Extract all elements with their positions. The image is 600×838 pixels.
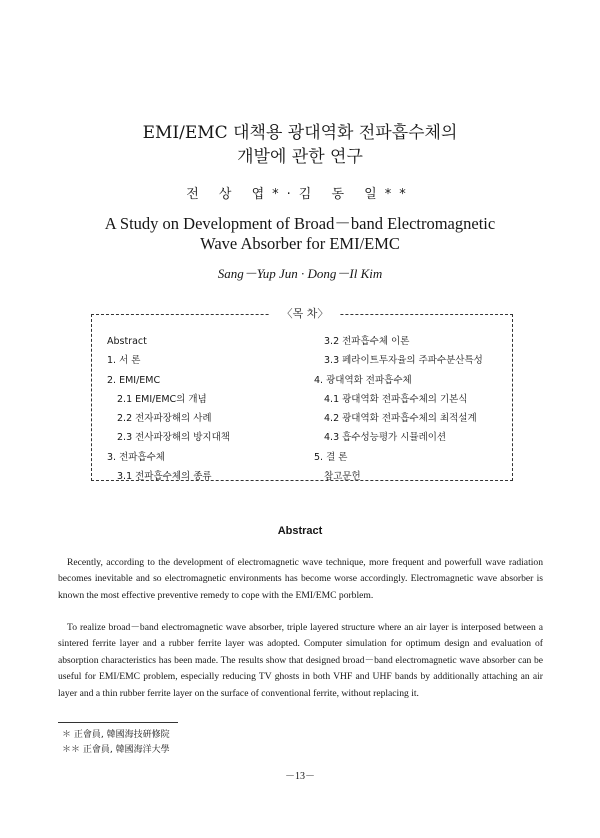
abstract-paragraph-1: Recently, according to the development of electromagnetic wave technique, more frequent and powerfull wave radiation becomes inevitable and so electromagnetic environments has become worse accordingly. Electromagnetic wave absorber is known the most effective preventive remedy to cope with the EMI/EMC porblem. (58, 557, 543, 601)
toc-item: 4. 광대역화 전파흡수체 (314, 374, 412, 386)
toc-item: 참고문헌 (324, 471, 361, 483)
toc-item: 2. EMI/EMC (107, 374, 161, 386)
paper-title-english (0, 214, 600, 254)
toc-heading: 〈목 차〉 (270, 305, 340, 321)
toc-item: 3.2 전파흡수체 이론 (324, 336, 410, 347)
toc-item: 3.3 페라이트투자율의 주파수분산특성 (324, 355, 483, 367)
footnote-divider (58, 722, 178, 723)
page-number: －13－ (285, 771, 315, 782)
title-ko-line1: EMI/EMC 대책용 광대역화 전파흡수체의 (142, 123, 458, 143)
toc-item: 1. 서 론 (107, 355, 141, 367)
toc-item: 4.1 광대역화 전파흡수체의 기본식 (324, 393, 468, 405)
footnote-2: ＊＊ 正會員, 韓國海洋大學 (62, 745, 170, 755)
toc-item: Abstract (107, 336, 147, 347)
paper-title-korean (0, 121, 600, 169)
toc-right-column (314, 332, 483, 486)
abstract-heading: Abstract (277, 525, 323, 537)
toc-item: 4.3 흡수성능평가 시뮬레이션 (324, 432, 447, 444)
title-en-line1: A Study on Development of Broad－band Electromagnetic (104, 214, 496, 233)
authors-korean: 전 상 엽*·김 동 일** (186, 187, 414, 202)
title-ko-line2: 개발에 관한 연구 (237, 147, 363, 167)
toc-left-column (107, 332, 230, 486)
toc-item: 2.1 EMI/EMC의 개념 (117, 393, 207, 405)
title-en-line2: Wave Absorber for EMI/EMC (200, 234, 400, 253)
abstract-paragraph-2: To realize broad－band electromagnetic wave absorber, triple layered structure where an air layer is interposed between a sintered ferrite layer and a rubber ferrite layer was adopted. Computer simulation for optimum design and evaluation of absorption characteristics has been made. The results show that designed broad－band electromagnetic wave absorber can be useful for EMI/EMC problem, especially reducing TV ghosts in both VHF and UHF bands by additionally attaching an air layer and a thin rubber ferrite layer on the surface of conventional ferrite, without replacing it. (58, 622, 543, 699)
toc-item: 2.3 전사파장해의 방지대책 (117, 432, 230, 444)
toc-item: 4.2 광대역화 전파흡수체의 최적설계 (324, 413, 477, 425)
toc-item: 2.2 전자파장해의 사례 (117, 413, 212, 425)
toc-item: 3. 전파흡수체 (107, 451, 165, 463)
toc-item: 3.1 전파흡수체의 종류 (117, 471, 212, 483)
authors-english: Sang－Yup Jun · Dong－Il Kim (217, 266, 383, 281)
footnote-1: ＊ 正會員, 韓國海技硏修院 (62, 730, 170, 740)
toc-item: 5. 결 론 (314, 451, 348, 463)
